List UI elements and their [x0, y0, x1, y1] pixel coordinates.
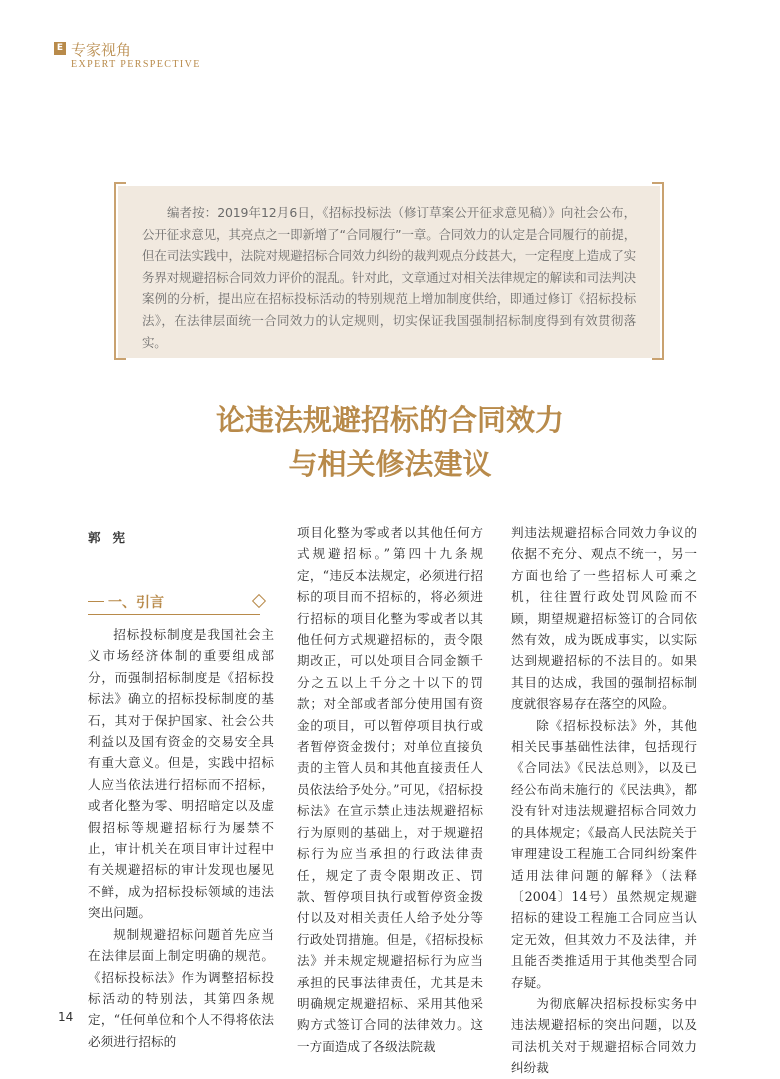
- diamond-icon: [252, 594, 266, 608]
- editor-note-box: [118, 186, 660, 358]
- body-column-2: [297, 522, 483, 1057]
- paragraph: 为彻底解决招标投标实务中违法规避招标的突出问题，以及司法机关对于规避招标合同效力纠纷裁: [511, 995, 697, 1076]
- article-title-line-1: 论违法规避招标的合同效力: [215, 403, 564, 437]
- column-name: 专家视角: [71, 41, 132, 59]
- page-number: 14: [58, 1010, 74, 1024]
- section-heading-text: 一、引言: [108, 595, 164, 611]
- body-column-3: [511, 522, 697, 1079]
- section-heading-underline: [88, 614, 260, 615]
- column-badge: E: [54, 42, 66, 55]
- paragraph: 招标投标制度是我国社会主义市场经济体制的重要组成部分，而强制招标制度是《招标投标法》确立的招标投标制度的基石，其对于保护国家、社会公共利益以及国有资金的交易安全具有重大意义。但是，实践中招标人应当依法进行招标而不招标，或者化整为零、明招暗定以及虚假招标等规避招标行为屡禁不止，审计机关在项目审计过程中有关规避招标的审计发现也屡见不鲜，成为招标投标领域的违法突出问题。: [88, 627, 274, 921]
- editor-note: 编者按：2019年12月6日，《招标投标法（修订草案公开征求意见稿）》向社会公布，公开征求意见，其亮点之一即新增了“合同履行”一章。合同效力的认定是合同履行的前提，但在司法实践中，法院对规避招标合同效力纠纷的裁判观点分歧甚大，一定程度上造成了实务界对规避招标合同效力评价的混乱。针对此，文章通过对相关法律规定的解读和司法判决案例的分析，提出应在招标投标活动的特别规范上增加制度供给，即通过修订《招标投标法》，在法律层面统一合同效力的认定规则，切实保证我国强制招标制度得到有效贯彻落实。: [142, 205, 636, 350]
- left-bracket-decoration: [114, 182, 126, 360]
- paragraph: 项目化整为零或者以其他任何方式规避招标。”第四十九条规定，“违反本法规定，必须进行招标的项目而不招标的，将必须进行招标的项目化整为零或者以其他任何方式规避招标的，责令限期改正，可以处项目合同金额千分之五以上千分之十以下的罚款；对全部或者部分使用国有资金的项目，可以暂停项目执行或者暂停资金拨付；对单位直接负责的主管人员和其他直接责任人员依法给予处分。”可见，《招标投标法》在宣示禁止违法规避招标行为原则的基础上，对于规避招标行为应当承担的行政法律责任，规定了责令限期改正、罚款、暂停项目执行或暂停资金拨付以及对相关责任人给予处分等行政处罚措施。但是，《招标投标法》并未规定规避招标行为应当承担的民事法律责任，尤其是未明确规定规避招标、采用其他采购方式签订合同的法律效力。这一方面造成了各级法院裁: [297, 525, 483, 1054]
- right-bracket-decoration: [652, 182, 664, 360]
- section-heading-bar: [88, 601, 104, 602]
- paragraph: 判违法规避招标合同效力争议的依据不充分、观点不统一，另一方面也给了一些招标人可乘之机，往往置行政处罚风险而不顾，期望规避招标签订的合同依然有效，成为既成事实，以实际达到规避招标的不法目的。如果其目的达成，我国的强制招标制度就很容易存在落空的风险。: [511, 525, 697, 712]
- paragraph: 除《招标投标法》外，其他相关民事基础性法律，包括现行《合同法》《民法总则》，以及已经公布尚未施行的《民法典》，都没有针对违法规避招标合同效力的具体规定；《最高人民法院关于审理建设工程施工合同纠纷案件适用法律问题的解释》（法释〔2004〕14号）虽然规定规避招标的建设工程施工合同应当认定无效，但其效力不及法律，并且能否类推适用于其他类型合同存疑。: [511, 717, 697, 990]
- column-name-english: EXPERT PERSPECTIVE: [71, 59, 201, 70]
- body-column-1: [88, 624, 274, 1052]
- paragraph: 规制规避招标问题首先应当在法律层面上制定明确的规范。《招标投标法》作为调整招标投标活动的特别法，其第四条规定，“任何单位和个人不得将依法必须进行招标的: [88, 926, 274, 1049]
- author-name: 郭宪: [88, 530, 138, 545]
- section-heading: [88, 592, 268, 612]
- article-title-line-2: 与相关修法建议: [288, 447, 492, 481]
